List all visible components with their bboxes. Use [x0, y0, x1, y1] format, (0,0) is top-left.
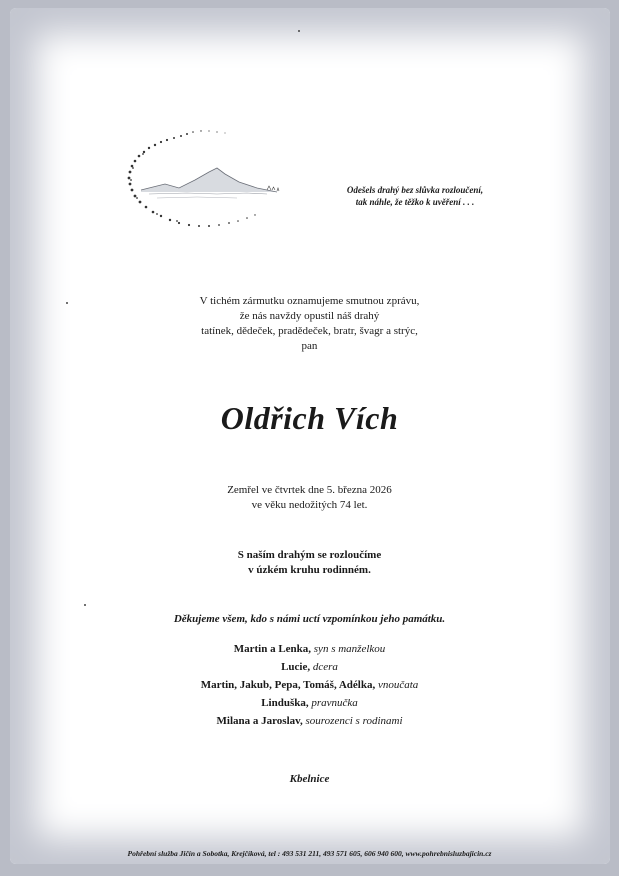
mourner-relation: dcera: [310, 661, 338, 673]
mourner-relation: sourozenci s rodinami: [302, 715, 403, 727]
intro-line: V tichém zármutku oznamujeme smutnou zprávu,: [199, 295, 420, 307]
mountain-landscape-logo: [117, 128, 292, 230]
farewell-line: v úzkém kruhu rodinném.: [248, 564, 371, 576]
farewell-line: S naším drahým se rozloučíme: [237, 549, 382, 561]
mourner-row: [0, 640, 619, 658]
announcement-intro: [0, 294, 619, 354]
speck: [298, 30, 300, 32]
mourner-relation: vnoučata: [375, 679, 419, 691]
mourner-row: [0, 658, 619, 676]
mourner-name: Milana a Jaroslav,: [216, 715, 303, 727]
motto-line: tak náhle, že těžko k uvěření . . .: [355, 197, 475, 207]
death-date: Zemřel ve čtvrtek dne 5. března 2026: [227, 484, 392, 496]
mourner-name: Lucie,: [281, 661, 311, 673]
mourners-list: [0, 640, 619, 730]
mourner-relation: syn s manželkou: [311, 643, 386, 655]
funeral-place: Kbelnice: [289, 773, 330, 785]
intro-line: že nás navždy opustil náš drahý: [239, 310, 380, 322]
speck: [84, 604, 86, 606]
mourner-row: [0, 694, 619, 712]
mourner-row: [0, 712, 619, 730]
motto: [330, 184, 500, 208]
mourner-name: Linduška,: [261, 697, 309, 709]
thanks-line: Děkujeme všem, kdo s námi uctí vzpomínkou jeho památku.: [173, 613, 446, 625]
funeral-service-footer: Pohřební služba Jičín a Sobotka, Krejčíková, tel : 493 531 211, 493 571 605, 606 940 600, www.pohrebnisluzbajicin.cz: [127, 849, 492, 858]
death-age: ve věku nedožitých 74 let.: [251, 499, 368, 511]
death-info: [0, 483, 619, 513]
farewell-notice: [0, 548, 619, 578]
mourner-name: Martin a Lenka,: [233, 643, 312, 655]
mourner-name: Martin, Jakub, Pepa, Tomáš, Adélka,: [200, 679, 376, 691]
intro-line: pan: [301, 340, 318, 352]
deceased-name: Oldřich Vích: [220, 400, 399, 436]
intro-line: tatínek, dědeček, pradědeček, bratr, švagr a strýc,: [201, 325, 418, 337]
motto-line: Odešels drahý bez slůvka rozloučení,: [346, 185, 484, 195]
mourner-relation: pravnučka: [308, 697, 358, 709]
mourner-row: [0, 676, 619, 694]
